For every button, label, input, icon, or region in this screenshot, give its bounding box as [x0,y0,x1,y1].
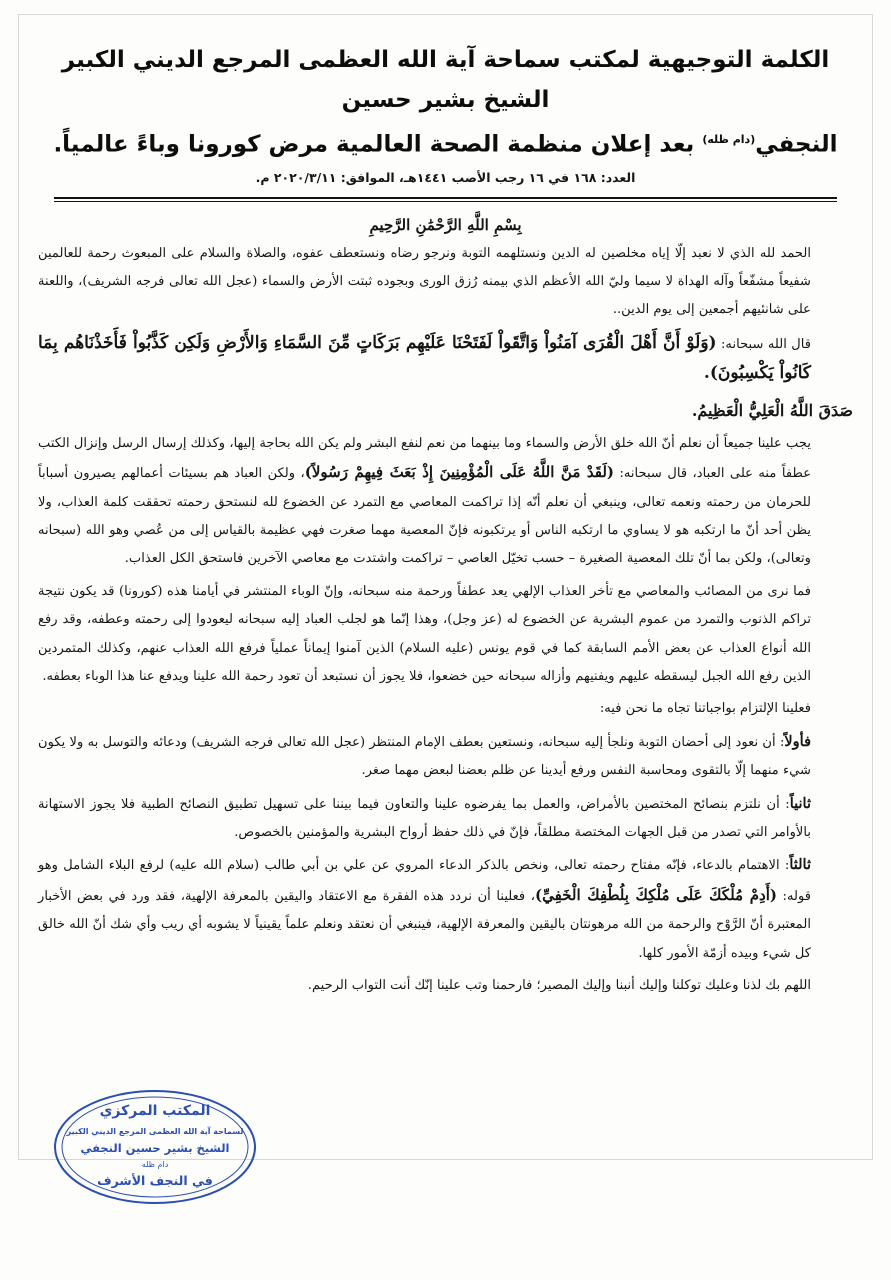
paragraph-duties-intro: فعلينا الإلتزام بواجباتنا تجاه ما نحن فيه: [599,701,811,717]
dua-text: (أَدِمْ مُلْكَكَ عَلَى مُلْكِكَ بِلُطْفِكَ الْخَفِيِّ) [535,885,777,904]
sadaq-allah: صَدَقَ اللَّهُ الْعَلِيُّ الْعَظِيمُ. [691,400,853,420]
creation-text-b: ، ولكن العباد هم بسيئات أعمالهم يصيرون أسباباً للحرمان من رحمته ونعمه تعالى، وينبغي أن نعلم أنّه إذا تراكمت المعاصي مع التمرد عن الخضوع لله لنستحق رحمته تحققت كلمة العذاب، ولا يظن أحد أنّ ما ارتكبه هو لا يساوي ما ارتكبه الناس أو يرتكبونه فإنّ المعصية مهما صغرت فهي عظيمة بالقياس إلى من عُصي وهو الله (سبحانه وتعالى)، ولكن بما أنّ تلك المعصية الصغيرة – حسب تخيّل العاصي – تراكمت واشتدت مع معاصي الآخرين فاستحق الكل العذاب. [38,466,811,567]
stamp-name-text: الشيخ بشير حسين النجفي [80,1141,230,1155]
title-name: النجفي [755,131,838,158]
header-divider [54,197,837,199]
duty-third-text-a: : الاهتمام بالدعاء، فإنّه مفتاح رحمته تعالى، ونخص بالذكر الدعاء المروي عن علي بن أبي طالب (سلام الله عليه) لرفع البلاء الشامل وهو قوله: [38,858,811,904]
duty-second-label: ثانياً [789,794,811,812]
duty-first [38,728,853,786]
paragraph-creation [38,430,853,574]
stamp-honor-text: دام ظله [141,1160,169,1169]
quran-verse-messenger: (لَقَدْ مَنَّ اللَّهُ عَلَى الْمُؤْمِنِينَ إِذْ بَعَثَ فِيهِمْ رَسُولاً) [304,463,614,482]
verse-intro: قال الله سبحانه: [716,336,812,352]
duty-third [38,851,853,968]
duty-third-label: ثالثاً [789,856,811,874]
stamp-top-text: المكتب المركزي [99,1103,211,1119]
title-line-1: الكلمة التوجيهية لمكتب سماحة آية الله العظمى المرجع الديني الكبير الشيخ بشير حسين [61,47,830,113]
issue-number-date: العدد: ١٦٨ في ١٦ رجب الأصب ١٤٤١هـ، الموافق: ٢٠٢٠/٣/١١ م. [255,169,636,185]
stamp-ring-text: لسماحة آية الله العظمى المرجع الديني الكبير [66,1127,244,1136]
paragraph-verse [38,329,853,390]
duty-first-text: : أن نعود إلى أحضان التوبة ونلجأ إليه سبحانه، ونستعين بعطف الإمام المنتظر (عجل الله تعالى فرجه الشريف) ودعائه والتوسل به ولا يكون شيء منهما إلّا بالتقوى ومحاسبة النفس ورفع أيدينا عن ظلم بعضنا لبعض مهما صغر. [38,734,811,779]
document-header [38,40,853,202]
duty-first-label: فأولاً [784,732,811,750]
basmala: بِسْمِ اللَّهِ الرَّحْمَٰنِ الرَّحِيمِ [369,215,522,234]
quran-verse: (وَلَوْ أَنَّ أَهْلَ الْقُرَى آمَنُواْ وَاتَّقَواْ لَفَتَحْنَا عَلَيْهِم بَرَكَاتٍ مِّنَ السَّمَاءِ وَالأَرْضِ وَلَكِن كَذَّبُواْ فَأَخَذْنَاهُم بِمَا كَانُواْ يَكْسِبُونَ). [38,332,811,384]
title-honorific: (دام ظله) [702,133,756,146]
title-rest: بعد إعلان منظمة الصحة العالمية مرض كورونا وباءً عالمياً. [53,131,695,158]
closing-prayer: اللهم بك لذنا وعليك توكلنا وإليك أنبنا وإليك المصير؛ فارحمنا وتب علينا إنّك أنت التواب الرحيم. [307,978,811,993]
header-divider-thin [54,201,837,202]
duty-second-text: : أن نلتزم بنصائح المختصين بالأمراض، والعمل بما يفرضوه علينا والتعاون فيما بيننا على تسهيل تطبيق النصائح الطبية فلا يجوز الاستهانة بالأوامر التي تصدر من قبل الجهات المختصة مطلقاً، فإنّ في ذلك حفظ أرواح البشرية والمؤمنين بالخصوص. [38,796,811,840]
office-stamp [52,1088,258,1206]
paragraph-epidemic: فما نرى من المصائب والمعاصي مع تأخر العذاب الإلهي يعد عطفاً ورحمة منه سبحانه، وإنّ الوباء المنتشر في أيامنا هذه (كورونا) قد يكون نتيجة تراكم الذنوب والتمرد من عموم البشرية عن الخضوع له (عز وجل)، وهذا إنّما هو لجلب العباد إليه سبحانه ليعودوا إلى رحمته وعطفه، وقد رفع الله أنواع العذاب عن بعض الأمم السابقة كما في قوم يونس (عليه السلام) الذين آمنوا إيماناً عملياً فرفع الله العذاب عنهم، وكذلك المتمردين الذين رفع الله الجبل ليسقطه عليهم ويفنيهم وأزاله سبحانه حين خضعوا، فلا يجوز أن نستبعد أن تعود رحمة الله علينا ويدفع عنا هذا الوباء بعطفه. [38,583,811,684]
duty-second [38,790,853,848]
duty-third-text-b: ، فعلينا أن نردد هذه الفقرة مع الاعتقاد واليقين بالمعرفة الإلهية، فقد ورد في بعض الأخبار المعتبرة أنّ الرَّوْح والرحمة من الله مرهونتان باليقين والمعرفة الإلهية، فينبغي أن نعتقد ونعلم علماً يقينياً لا يشوبه أي ريب وأي شك أنّ الله خالق كل شيء وبيده أزمّة الأمور كلها. [38,888,811,961]
creation-text-a: يجب علينا جميعاً أن نعلم أنّ الله خلق الأرض والسماء وما بينهما من نعم لنفع البشر ولم يكن الله بحاجة إليها، وكذلك إرسال الرسل وإنزال الكتب عطفاً منه على العباد، قال سبحانه: [38,435,812,482]
title-line-2 [44,120,847,165]
paragraph-praise: الحمد لله الذي لا نعبد إلّا إياه مخلصين له الدين ونستلهمه التوبة ونرجو رضاه ونستعطف عفوه، والصلاة والسلام على المبعوث رحمة للعالمين شفيعاً مشفّعاً وآله الهداة لا سيما وليّ الله الأعظم الذي بيمنه رُزق الورى وبجوده ثبتت الأرض والسماء (عجل الله تعالى فرجه الشريف)، واللعنة على شانئيهم أجمعين إلى يوم الدين.. [38,245,811,318]
stamp-city-text: في النجف الأشرف [97,1173,213,1188]
